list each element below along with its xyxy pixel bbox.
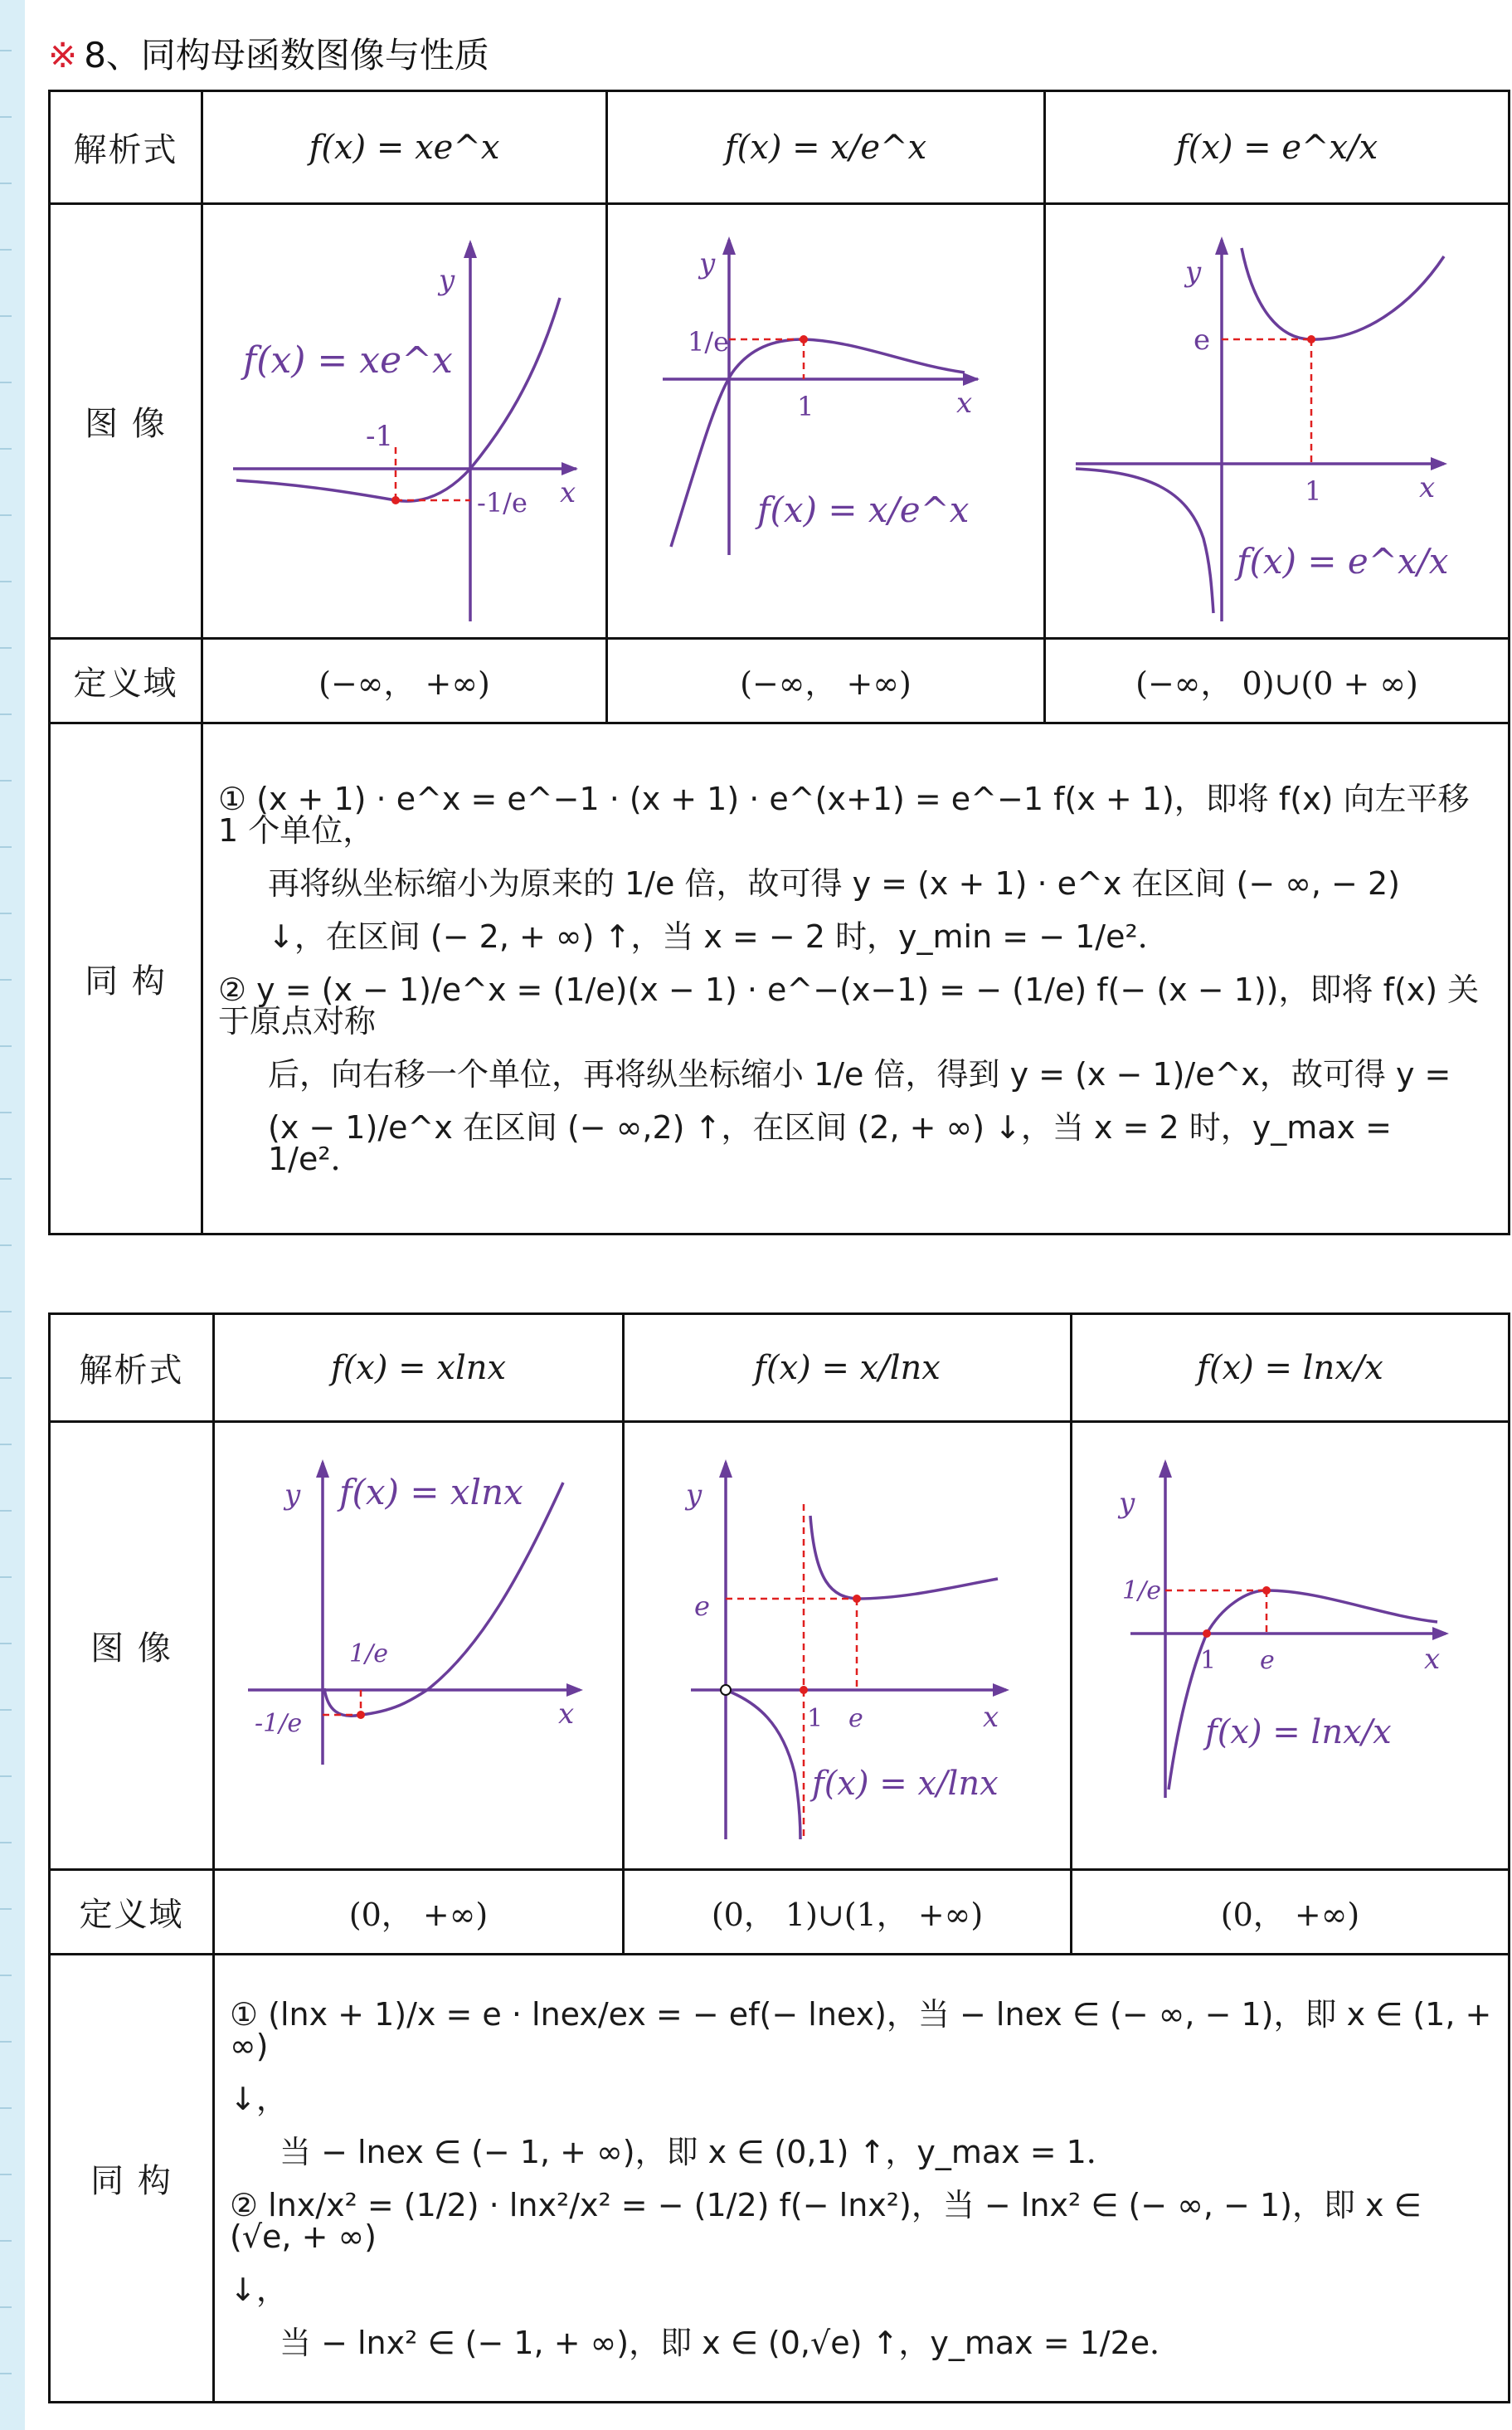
label-domain: 定义域 [50,1870,214,1955]
strip-tick [0,2373,12,2374]
y-arrow-icon [464,240,477,258]
curve-label: f(x) = e^x/x [1237,540,1449,582]
pole-point [800,1686,808,1694]
tick-label: 1/e [688,325,730,358]
formula-ex-over-x [1045,91,1510,204]
graph-x-over-ex [607,204,1045,639]
strip-tick [0,514,12,516]
iso-line: 当 − lnx² ∈ (− 1, + ∞)，即 x ∈ (0,√e) ↑，y_max = 1/2e． [280,2324,1182,2361]
y-arrow-icon [1159,1459,1172,1478]
tick-label: e [694,1590,710,1622]
tick-label: 1 [807,1703,824,1733]
heading-text: 8、同构母函数图像与性质 [84,35,489,75]
axis-label-y: y [439,263,455,297]
formula-text: f(x) = e^x/x [1175,128,1378,167]
strip-tick [0,116,12,118]
strip-tick [0,913,12,914]
iso-line: ② lnx/x² = (1/2) · lnx²/x² = − (1/2) f(− lnx²)，当 − lnx² ∈ (− ∞, − 1)，即 x ∈ (√e, + ∞) [230,2186,1422,2255]
max-point [800,335,808,343]
x-arrow-icon [1432,1627,1449,1640]
strip-tick [0,1377,12,1379]
strip-tick [0,1311,12,1312]
graph-ex-over-x [1045,204,1510,639]
domain-value: (−∞， +∞) [607,639,1045,723]
domain-value: (0， +∞) [1072,1870,1510,1955]
strip-tick [0,2107,12,2109]
strip-tick [0,1444,12,1445]
strip-tick [0,713,12,715]
strip-tick [0,846,12,848]
strip-tick [0,1510,12,1512]
iso-line: 当 − lnex ∈ (− 1, + ∞)，即 x ∈ (0,1) ↑，y_max = 1． [280,2133,1118,2170]
strip-tick [0,1775,12,1777]
iso-line: ① (lnx + 1)/x = e · lnex/ex = − ef(− lnex)，当 − lnex ∈ (− ∞, − 1)，即 x ∈ (1, + ∞) [230,1995,1492,2064]
iso-line: ↓， [230,2271,288,2308]
tick-label: 1/e [1122,1575,1161,1605]
formula-x-over-lnx [624,1314,1072,1422]
tick-label: 1 [1305,475,1322,507]
table-log [48,1312,1510,2403]
formula-text: f(x) = xe^x [309,128,500,167]
formula-text: f(x) = xlnx [330,1348,507,1387]
strip-tick [0,979,12,981]
curve-label: f(x) = x/e^x [757,489,970,530]
y-arrow-icon [316,1459,329,1478]
tick-label: -1/e [477,486,527,519]
curve-right [1242,248,1444,339]
formula-lnx-over-x [1072,1314,1510,1422]
strip-tick [0,1908,12,1910]
curve-label: f(x) = xlnx [339,1471,523,1512]
curve-left [726,1690,800,1839]
strip-tick [0,581,12,582]
strip-tick [0,780,12,782]
y-arrow-icon [1215,236,1228,255]
tick-label: -1/e [255,1708,303,1738]
domain-value: (−∞， 0)∪(0 + ∞) [1045,639,1510,723]
formula-xlnx [214,1314,624,1422]
label-analytic: 解析式 [50,1314,214,1422]
axis-label-y: y [284,1478,301,1512]
graph-lnx-over-x [1072,1422,1510,1870]
heading-mark: ※ [48,35,78,75]
max-point [1262,1586,1271,1595]
axis-label-x: x [1424,1642,1441,1676]
graph-xex [202,204,607,639]
formula-text: f(x) = x/lnx [754,1348,941,1387]
curve [1169,1590,1437,1790]
table-exp [48,90,1510,1235]
side-strip [0,0,25,2430]
curve-label: f(x) = lnx/x [1205,1712,1392,1751]
iso-line: 再将纵坐标缩小为原来的 1/e 倍，故可得 y = (x + 1) · e^x 在区间 (− ∞, − 2) [268,864,1400,902]
domain-value: (0， +∞) [214,1870,624,1955]
iso-line: ① (x + 1) · e^x = e^−1 · (x + 1) · e^(x+1) = e^−1 f(x + 1)，即将 f(x) 向左平移 1 个单位， [218,780,1470,849]
curve [236,298,560,501]
label-isomorph: 同 构 [50,1955,214,2403]
strip-tick [0,1842,12,1843]
x-arrow-icon [963,373,980,386]
iso-line: (x − 1)/e^x 在区间 (− ∞,2) ↑，在区间 (2, + ∞) ↓，当 x = 2 时，y_max = 1/e²． [268,1108,1392,1177]
tick-label: 1 [797,390,814,422]
label-analytic: 解析式 [50,91,202,204]
axis-label-y: y [1185,255,1202,289]
formula-text: f(x) = lnx/x [1197,1348,1383,1387]
axis-label-y: y [699,246,716,280]
x-arrow-icon [566,1683,583,1697]
strip-tick [0,50,12,51]
isomorph-text [202,723,1510,1234]
strip-tick [0,315,12,317]
label-graph: 图 像 [50,204,202,639]
iso-line: ↓， [230,2080,288,2117]
strip-tick [0,2041,12,2043]
strip-tick [0,249,12,251]
axis-label-x: x [558,1697,575,1731]
section-heading [48,28,489,78]
domain-value: (−∞， +∞) [202,639,607,723]
strip-tick [0,1643,12,1644]
iso-line: 后，向右移一个单位，再将纵坐标缩小 1/e 倍，得到 y = (x − 1)/e^x，故可得 y = [268,1055,1451,1093]
tick-label: -1 [366,419,394,453]
strip-tick [0,647,12,649]
strip-tick [0,1112,12,1113]
iso-line: ② y = (x − 1)/e^x = (1/e)(x − 1) · e^−(x−1) = − (1/e) f(− (x − 1))，即将 f(x) 关于原点对称 [218,971,1480,1040]
zero-point [1203,1629,1211,1638]
strip-tick [0,2306,12,2308]
strip-tick [0,183,12,184]
tick-label: e [1194,323,1211,357]
strip-tick [0,1975,12,1976]
label-isomorph: 同 构 [50,723,202,1234]
label-domain: 定义域 [50,639,202,723]
min-point [391,496,400,504]
curve [324,1483,563,1716]
curve-left [1076,469,1213,613]
formula-x-over-ex [607,91,1045,204]
axis-label-x: x [956,386,973,420]
curve-label: f(x) = x/lnx [812,1764,999,1803]
strip-tick [0,1244,12,1246]
tick-label: e [1260,1645,1275,1675]
strip-tick [0,382,12,383]
strip-tick [0,1045,12,1047]
axis-label-y: y [686,1478,703,1512]
formula-xex [202,91,607,204]
y-arrow-icon [719,1459,732,1478]
strip-tick [0,1709,12,1711]
curve-label: f(x) = xe^x [243,338,453,382]
min-point [853,1595,861,1603]
y-arrow-icon [722,236,736,255]
strip-tick [0,2240,12,2242]
isomorph-text [214,1955,1510,2403]
formula-text: f(x) = x/e^x [724,128,927,167]
tick-label: e [848,1703,863,1733]
strip-tick [0,2174,12,2175]
graph-x-over-lnx [624,1422,1072,1870]
label-graph: 图 像 [50,1422,214,1870]
min-point [1307,335,1315,343]
graph-xlnx [214,1422,624,1870]
strip-tick [0,1178,12,1180]
x-arrow-icon [1431,457,1447,470]
domain-value: (0， 1)∪(1， +∞) [624,1870,1072,1955]
axis-label-x: x [1419,470,1436,504]
axis-label-x: x [983,1700,999,1734]
origin-hollow [721,1685,731,1695]
x-arrow-icon [562,462,578,475]
tick-label: 1/e [349,1639,388,1668]
min-point [357,1711,365,1719]
x-arrow-icon [993,1683,1009,1697]
iso-line: ↓，在区间 (− 2, + ∞) ↑，当 x = − 2 时，y_min = − 1/e²． [268,918,1169,955]
strip-tick [0,1576,12,1578]
axis-label-x: x [560,475,576,509]
axis-label-y: y [1119,1486,1135,1520]
strip-tick [0,448,12,450]
curve-right [810,1516,998,1599]
tick-label: 1 [1200,1645,1217,1675]
